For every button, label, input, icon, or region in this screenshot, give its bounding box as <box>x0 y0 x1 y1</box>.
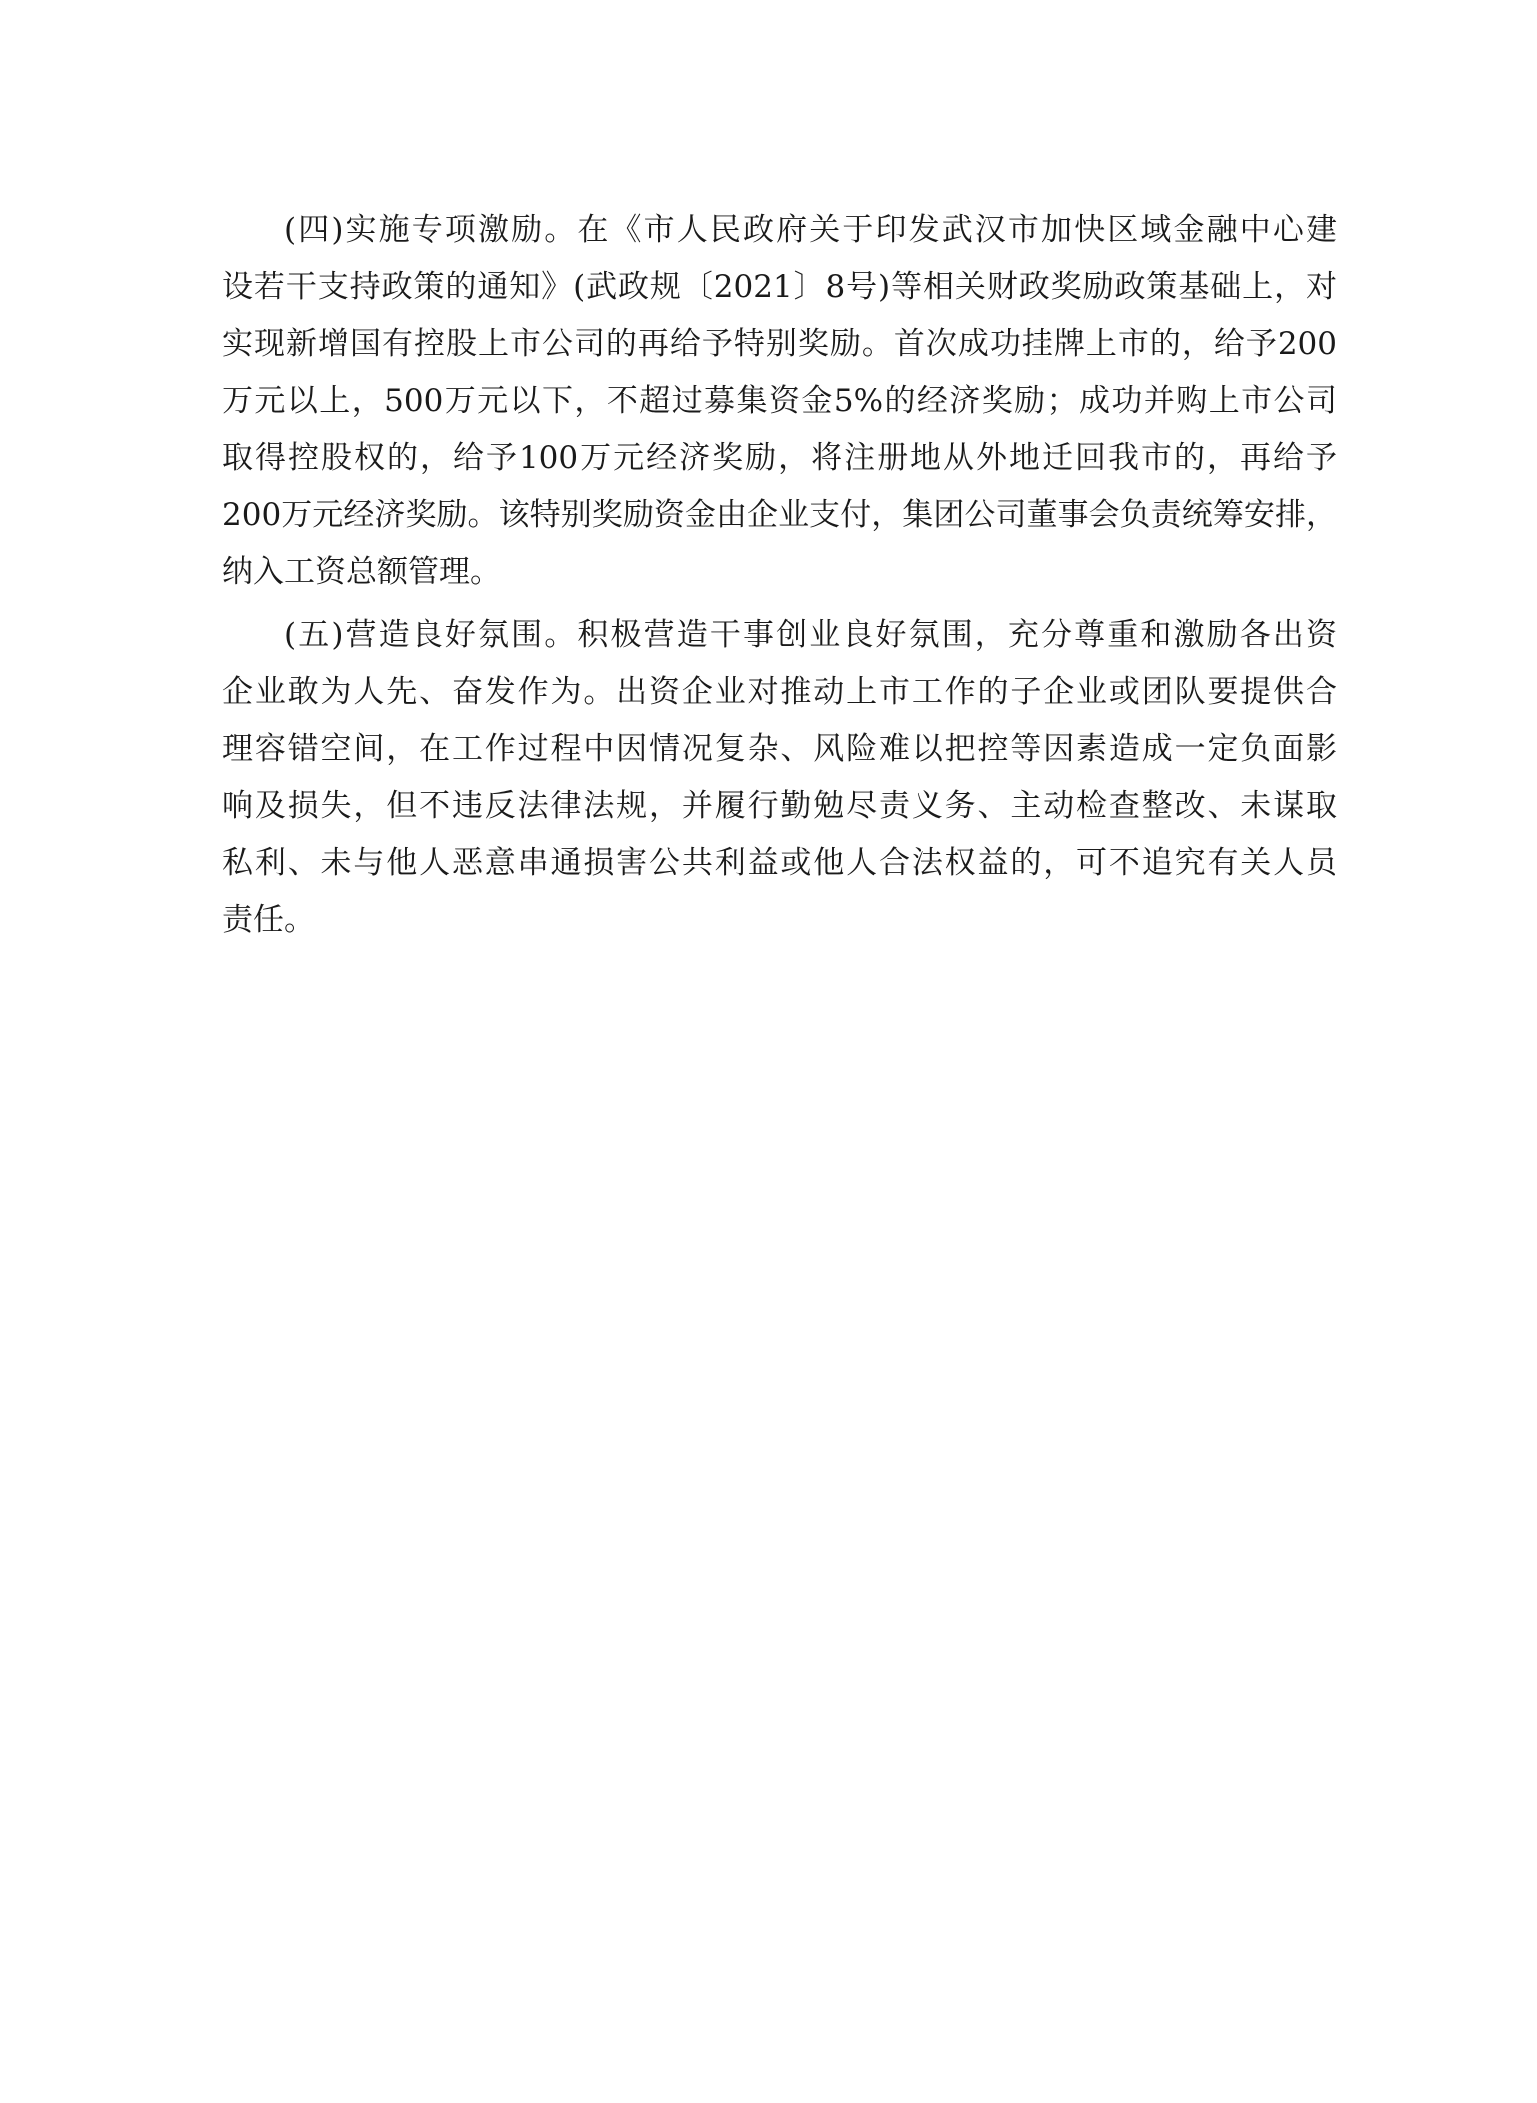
document-body <box>222 202 1337 955</box>
text-line: 理容错空间，在工作过程中因情况复杂、风险难以把控等因素造成一定负面影 <box>222 731 1337 767</box>
text-line: 私利、未与他人恶意串通损害公共利益或他人合法权益的，可不追究有关人员 <box>222 845 1337 881</box>
text-line: 取得控股权的，给予100万元经济奖励，将注册地从外地迁回我市的，再给予 <box>222 440 1337 476</box>
text-line: 响及损失，但不违反法律法规，并履行勤勉尽责义务、主动检查整改、未谋取 <box>222 788 1337 824</box>
text-line: 责任。 <box>222 902 315 938</box>
text-line: 设若干支持政策的通知》(武政规〔2021〕8号)等相关财政奖励政策基础上，对 <box>222 269 1337 305</box>
text-line: (五)营造良好氛围。积极营造干事创业良好氛围，充分尊重和激励各出资 <box>284 617 1337 653</box>
paragraph-special-incentives <box>222 202 1337 601</box>
text-line: 企业敢为人先、奋发作为。出资企业对推动上市工作的子企业或团队要提供合 <box>222 674 1337 710</box>
text-line: 实现新增国有控股上市公司的再给予特别奖励。首次成功挂牌上市的，给予200 <box>222 326 1337 362</box>
text-line: 纳入工资总额管理。 <box>222 554 501 590</box>
text-line: (四)实施专项激励。在《市人民政府关于印发武汉市加快区域金融中心建 <box>284 212 1337 248</box>
text-line: 200万元经济奖励。该特别奖励资金由企业支付，集团公司董事会负责统筹安排， <box>222 497 1337 533</box>
text-line: 万元以上，500万元以下，不超过募集资金5%的经济奖励；成功并购上市公司 <box>222 383 1337 419</box>
paragraph-good-atmosphere <box>222 607 1337 949</box>
